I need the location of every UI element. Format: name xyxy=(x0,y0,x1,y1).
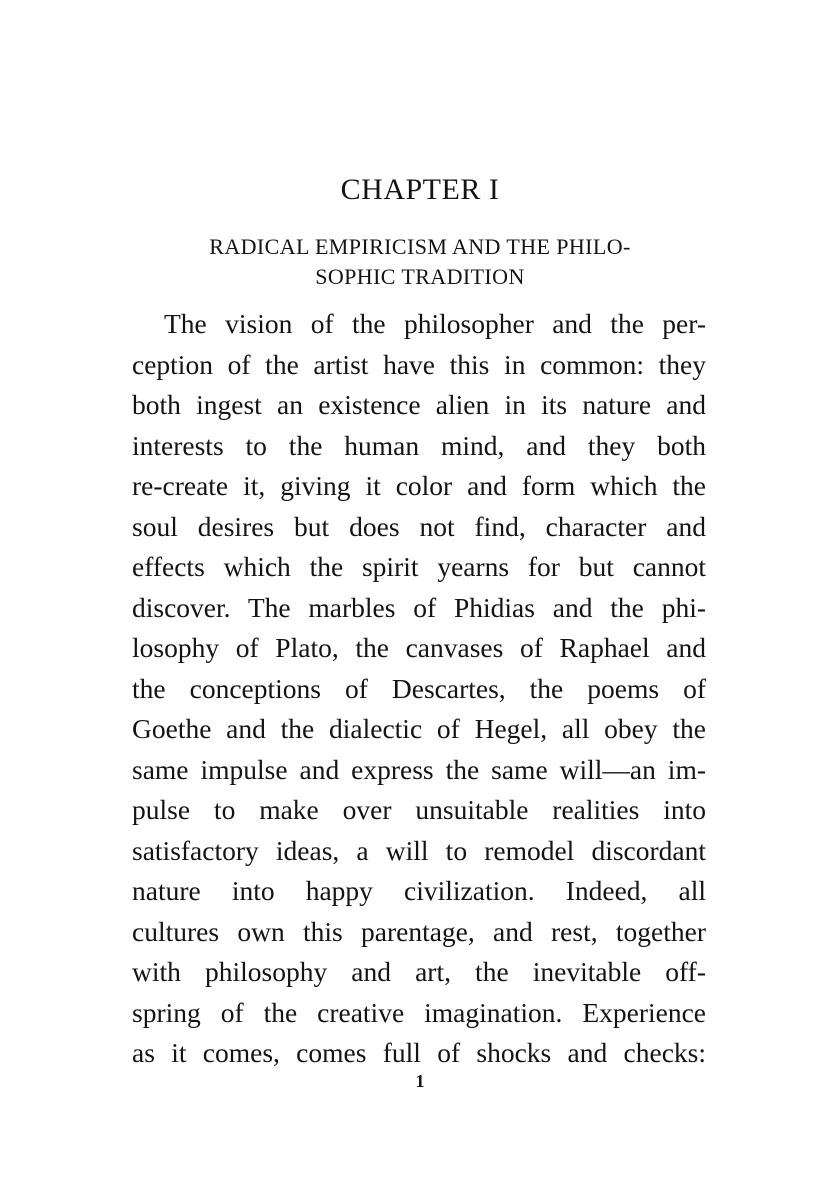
text-line: satisfactory ideas, a will to remodel discordant xyxy=(132,834,706,866)
chapter-title xyxy=(150,232,690,292)
text-line: same impulse and express the same will—an im- xyxy=(132,753,706,785)
text-line: Goethe and the dialectic of Hegel, all obey the xyxy=(132,713,706,744)
text-line: spring of the creative imagination. Experience xyxy=(132,996,706,1028)
text-line: effects which the spirit yearns for but cannot xyxy=(132,551,706,582)
text-line: losophy of Plato, the canvases of Raphael and xyxy=(132,632,706,663)
page-number: 1 xyxy=(415,1071,425,1091)
text-line: The vision of the philosopher and the per- xyxy=(164,308,706,339)
text-line: both ingest an existence alien in its nature and xyxy=(132,389,706,420)
text-line: cultures own this parentage, and rest, together xyxy=(132,915,706,947)
text-line: pulse to make over unsuitable realities into xyxy=(132,794,706,825)
text-line: the conceptions of Descartes, the poems of xyxy=(132,672,706,704)
text-line: ception of the artist have this in common: they xyxy=(132,348,706,380)
chapter-title-line: RADICAL EMPIRICISM AND THE PHILO- xyxy=(209,234,631,259)
text-line: re-create it, giving it color and form which the xyxy=(132,470,706,501)
text-line: nature into happy civilization. Indeed, all xyxy=(132,875,706,906)
body-paragraph xyxy=(132,304,706,1074)
text-line: as it comes, comes full of shocks and checks: xyxy=(132,1037,706,1068)
text-line: discover. The marbles of Phidias and the phi- xyxy=(132,591,706,623)
chapter-heading: CHAPTER I xyxy=(340,173,500,206)
chapter-title-line: SOPHIC TRADITION xyxy=(315,264,525,289)
text-line: interests to the human mind, and they both xyxy=(132,429,706,461)
text-line: with philosophy and art, the inevitable off- xyxy=(132,956,706,987)
text-line: soul desires but does not find, character and xyxy=(132,510,706,542)
